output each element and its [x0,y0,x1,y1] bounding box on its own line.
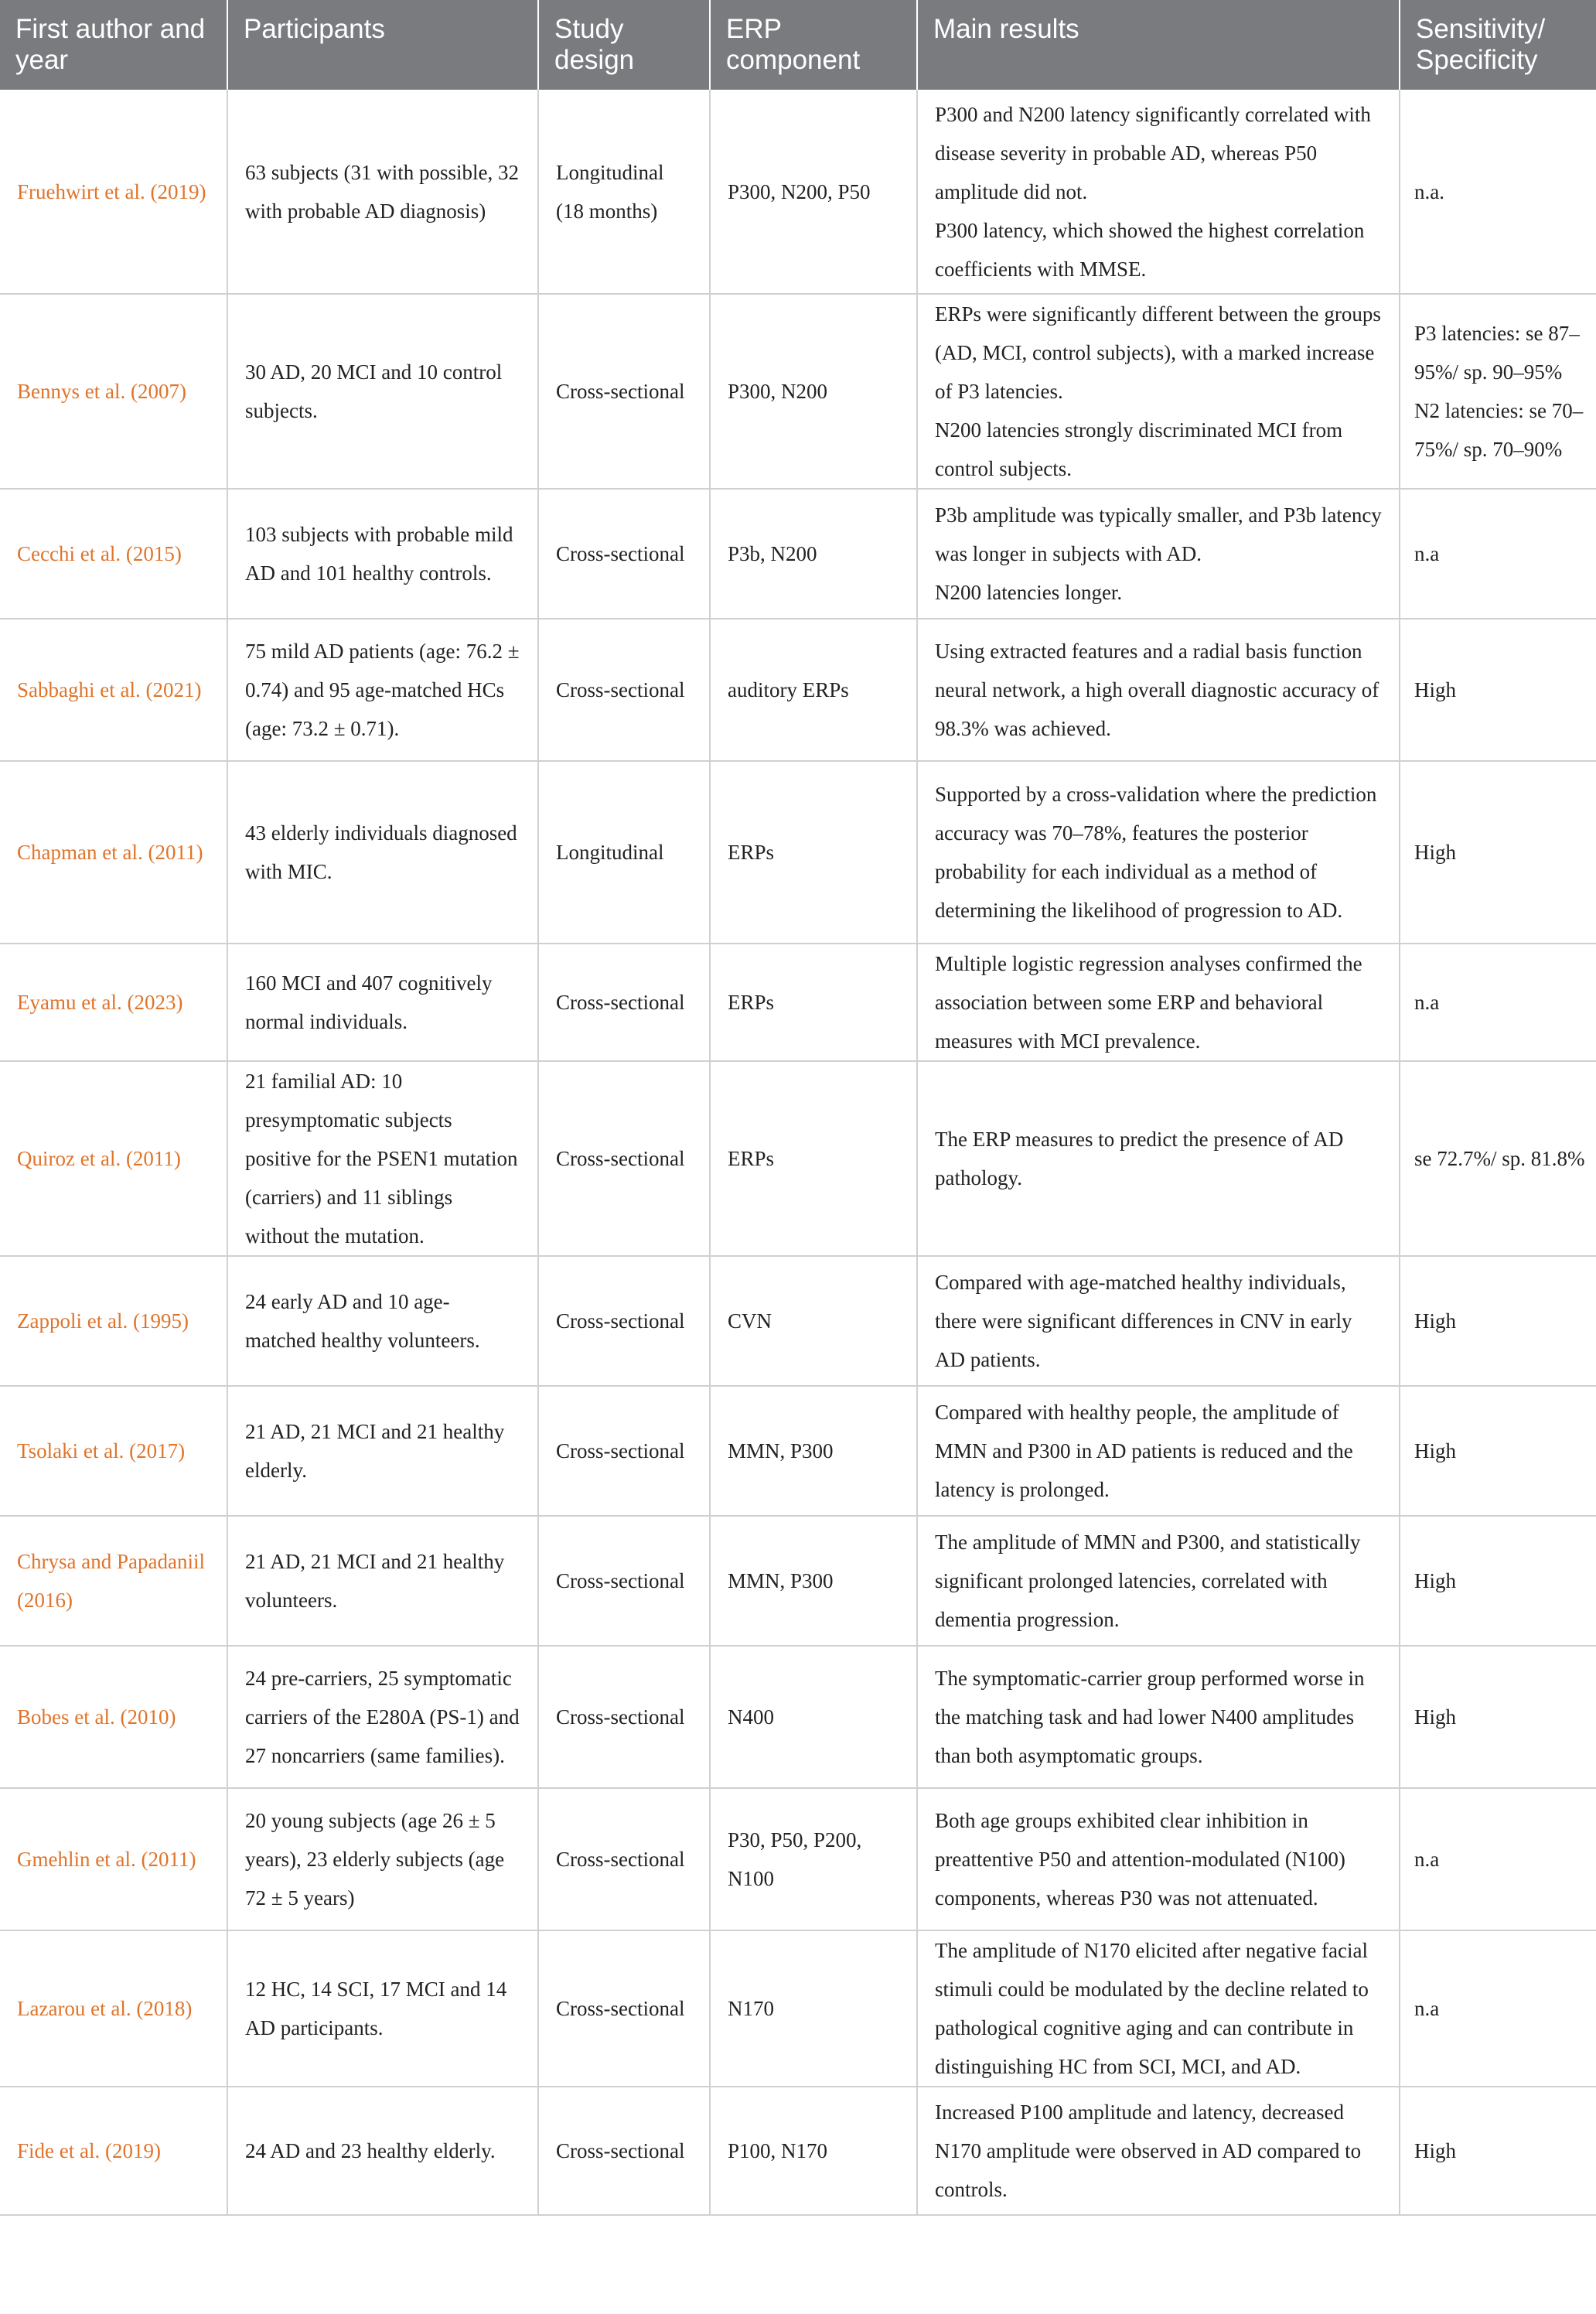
cell-design: Cross-sectional [538,1646,710,1788]
cell-erp: CVN [710,1256,917,1386]
cell-results: Compared with healthy people, the amplitude of MMN and P300 in AD patients is reduced and the latency is prolonged. [917,1386,1400,1516]
cell-participants: 24 AD and 23 healthy elderly. [227,2087,538,2215]
cell-participants: 24 early AD and 10 age-matched healthy volunteers. [227,1256,538,1386]
cell-design: Cross-sectional [538,1788,710,1930]
header-author: First author and year [0,0,227,90]
cell-design: Cross-sectional [538,2087,710,2215]
cell-author: Eyamu et al. (2023) [0,944,227,1061]
cell-results: ERPs were significantly different between the groups (AD, MCI, control subjects), with a marked increase of P3 latencies. N200 latencies strongly discriminated MCI from control subjects. [917,294,1400,489]
cell-sensitivity: se 72.7%/ sp. 81.8% [1400,1061,1596,1256]
header-design: Study design [538,0,710,90]
cell-results: Multiple logistic regression analyses confirmed the association between some ERP and behavioral measures with MCI prevalence. [917,944,1400,1061]
cell-sensitivity: High [1400,619,1596,761]
table-row [0,294,1596,489]
cell-participants: 24 pre-carriers, 25 symptomatic carriers of the E280A (PS-1) and 27 noncarriers (same families). [227,1646,538,1788]
cell-results: P300 and N200 latency significantly correlated with disease severity in probable AD, whereas P50 amplitude did not. P300 latency, which showed the highest correlation coefficients with MMSE. [917,90,1400,294]
cell-design: Cross-sectional [538,944,710,1061]
header-results: Main results [917,0,1400,90]
cell-participants: 21 familial AD: 10 presymptomatic subjects positive for the PSEN1 mutation (carriers) and 11 siblings without the mutation. [227,1061,538,1256]
cell-design: Cross-sectional [538,489,710,619]
cell-results: The symptomatic-carrier group performed worse in the matching task and had lower N400 amplitudes than both asymptomatic groups. [917,1646,1400,1788]
cell-participants: 160 MCI and 407 cognitively normal individuals. [227,944,538,1061]
table-row [0,944,1596,1061]
cell-author: Fide et al. (2019) [0,2087,227,2215]
table-row [0,90,1596,294]
cell-results: The amplitude of MMN and P300, and statistically significant prolonged latencies, correlated with dementia progression. [917,1516,1400,1646]
table-row [0,1788,1596,1930]
cell-erp: P100, N170 [710,2087,917,2215]
cell-erp: P300, N200, P50 [710,90,917,294]
cell-author: Lazarou et al. (2018) [0,1930,227,2087]
cell-design: Cross-sectional [538,1256,710,1386]
cell-design: Cross-sectional [538,1516,710,1646]
table-row [0,1516,1596,1646]
cell-design: Cross-sectional [538,1930,710,2087]
table-row [0,761,1596,944]
cell-participants: 75 mild AD patients (age: 76.2 ± 0.74) and 95 age-matched HCs (age: 73.2 ± 0.71). [227,619,538,761]
cell-sensitivity: High [1400,1646,1596,1788]
table-row [0,1061,1596,1256]
cell-design: Cross-sectional [538,1061,710,1256]
cell-results: The amplitude of N170 elicited after negative facial stimuli could be modulated by the decline related to pathological cognitive aging and can contribute in distinguishing HC from SCI, MCI, and AD. [917,1930,1400,2087]
cell-participants: 20 young subjects (age 26 ± 5 years), 23 elderly subjects (age 72 ± 5 years) [227,1788,538,1930]
cell-erp: ERPs [710,1061,917,1256]
table-row [0,2087,1596,2215]
cell-sensitivity: High [1400,1256,1596,1386]
cell-design: Cross-sectional [538,619,710,761]
cell-author: Quiroz et al. (2011) [0,1061,227,1256]
cell-author: Bennys et al. (2007) [0,294,227,489]
cell-sensitivity: P3 latencies: se 87–95%/ sp. 90–95% N2 latencies: se 70–75%/ sp. 70–90% [1400,294,1596,489]
cell-results: Supported by a cross-validation where the prediction accuracy was 70–78%, features the posterior probability for each individual as a method of determining the likelihood of progression to AD. [917,761,1400,944]
cell-erp: N170 [710,1930,917,2087]
cell-participants: 12 HC, 14 SCI, 17 MCI and 14 AD participants. [227,1930,538,2087]
cell-results: Compared with age-matched healthy individuals, there were significant differences in CNV in early AD patients. [917,1256,1400,1386]
header-participants: Participants [227,0,538,90]
cell-author: Cecchi et al. (2015) [0,489,227,619]
cell-sensitivity: n.a. [1400,90,1596,294]
cell-author: Sabbaghi et al. (2021) [0,619,227,761]
table-row [0,1930,1596,2087]
header-erp: ERP component [710,0,917,90]
cell-sensitivity: n.a [1400,1788,1596,1930]
table-row [0,489,1596,619]
cell-erp: auditory ERPs [710,619,917,761]
cell-sensitivity: High [1400,1386,1596,1516]
cell-results: Increased P100 amplitude and latency, decreased N170 amplitude were observed in AD compared to controls. [917,2087,1400,2215]
table-row [0,1646,1596,1788]
cell-design: Cross-sectional [538,294,710,489]
header-sensitivity: Sensitivity/ Specificity [1400,0,1596,90]
cell-results: The ERP measures to predict the presence of AD pathology. [917,1061,1400,1256]
cell-erp: N400 [710,1646,917,1788]
cell-author: Chapman et al. (2011) [0,761,227,944]
cell-participants: 21 AD, 21 MCI and 21 healthy elderly. [227,1386,538,1516]
cell-results: Using extracted features and a radial basis function neural network, a high overall diagnostic accuracy of 98.3% was achieved. [917,619,1400,761]
cell-sensitivity: n.a [1400,489,1596,619]
cell-author: Tsolaki et al. (2017) [0,1386,227,1516]
cell-sensitivity: n.a [1400,944,1596,1061]
cell-erp: P30, P50, P200, N100 [710,1788,917,1930]
cell-author: Bobes et al. (2010) [0,1646,227,1788]
cell-participants: 43 elderly individuals diagnosed with MIC. [227,761,538,944]
cell-results: Both age groups exhibited clear inhibition in preattentive P50 and attention-modulated (N100) components, whereas P30 was not attenuated. [917,1788,1400,1930]
cell-design: Cross-sectional [538,1386,710,1516]
cell-erp: P300, N200 [710,294,917,489]
header-row [0,0,1596,90]
cell-erp: MMN, P300 [710,1386,917,1516]
cell-erp: P3b, N200 [710,489,917,619]
cell-erp: ERPs [710,761,917,944]
cell-author: Fruehwirt et al. (2019) [0,90,227,294]
cell-author: Gmehlin et al. (2011) [0,1788,227,1930]
cell-sensitivity: High [1400,2087,1596,2215]
cell-participants: 103 subjects with probable mild AD and 101 healthy controls. [227,489,538,619]
cell-sensitivity: High [1400,761,1596,944]
cell-author: Zappoli et al. (1995) [0,1256,227,1386]
cell-results: P3b amplitude was typically smaller, and P3b latency was longer in subjects with AD. N200 latencies longer. [917,489,1400,619]
table-row [0,1256,1596,1386]
cell-participants: 21 AD, 21 MCI and 21 healthy volunteers. [227,1516,538,1646]
cell-sensitivity: n.a [1400,1930,1596,2087]
cell-participants: 30 AD, 20 MCI and 10 control subjects. [227,294,538,489]
cell-design: Longitudinal (18 months) [538,90,710,294]
cell-sensitivity: High [1400,1516,1596,1646]
cell-participants: 63 subjects (31 with possible, 32 with probable AD diagnosis) [227,90,538,294]
table-row [0,1386,1596,1516]
cell-erp: MMN, P300 [710,1516,917,1646]
cell-design: Longitudinal [538,761,710,944]
cell-erp: ERPs [710,944,917,1061]
cell-author: Chrysa and Papadaniil (2016) [0,1516,227,1646]
table-row [0,619,1596,761]
